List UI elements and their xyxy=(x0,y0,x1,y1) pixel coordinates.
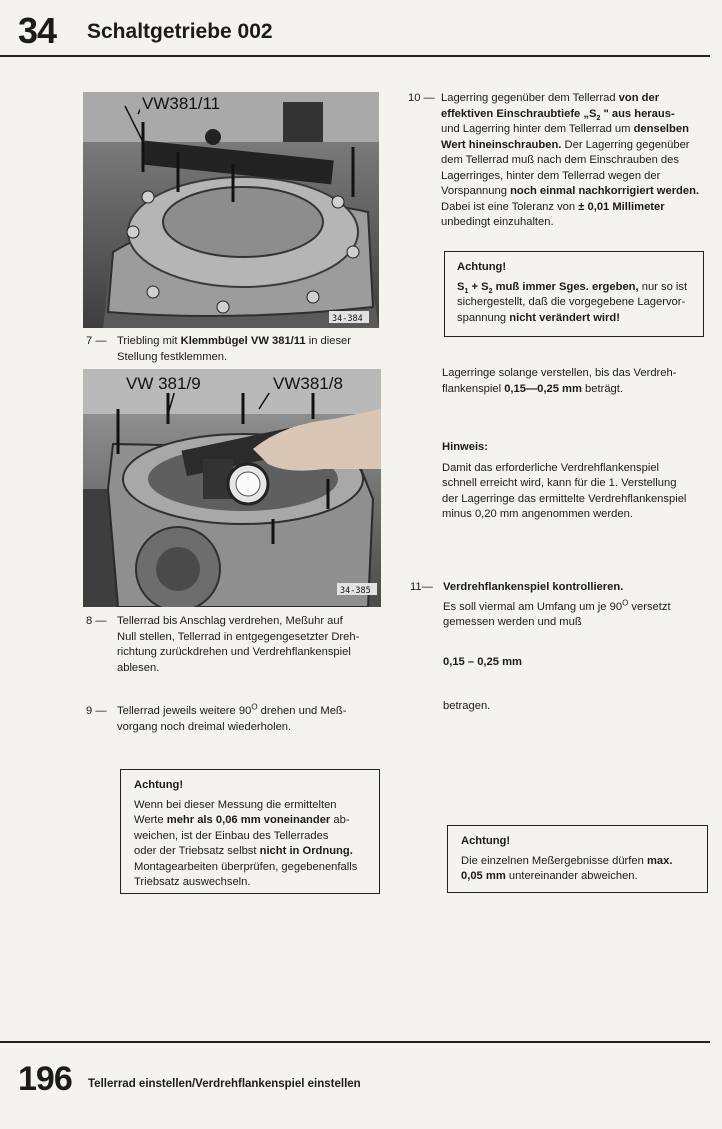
lagerringe-bold: 0,15—0,25 mm xyxy=(504,382,582,395)
warning-left-title: Achtung! xyxy=(134,779,184,791)
warning-s-line: sichergestellt, daß die vorgegebene Lagervor- xyxy=(457,296,686,308)
figure-2-label-right: VW381/8 xyxy=(273,374,343,393)
step-10-line: dem Tellerrad muß nach dem Einschrauben des xyxy=(441,154,679,166)
step-10-number: 10 — xyxy=(408,92,435,104)
step-10-line: Lagerringes, hinter dem Tellerrad wegen der xyxy=(441,169,661,182)
figure-2-photo xyxy=(83,369,381,607)
step-8-number: 8 — xyxy=(86,615,107,627)
step-10-text: Der Lagerring gegenüber xyxy=(561,138,690,151)
warning-right-text: Die einzelnen Meßergebnisse dürfen xyxy=(461,854,647,867)
step-11-text-b: versetzt xyxy=(628,600,671,613)
step-8-line: Tellerrad bis Anschlag verdrehen, Meßuhr auf xyxy=(117,615,343,627)
warning-box-right xyxy=(447,825,708,893)
step-10-bold: " aus heraus- xyxy=(600,107,675,120)
step-9-text-a: Tellerrad jeweils weitere 90 xyxy=(117,705,252,717)
step-11-text-a: Es soll viermal am Umfang um je 90 xyxy=(443,600,623,613)
step-11-value xyxy=(443,655,522,671)
warning-s-bold: nicht verändert wird! xyxy=(509,311,620,324)
figure-1-tag: 34-384 xyxy=(332,314,363,324)
warning-left-line xyxy=(134,813,374,829)
step-11-value-text: 0,15 – 0,25 mm xyxy=(443,656,522,668)
step-11-title: Verdrehflankenspiel kontrollieren. xyxy=(443,581,624,593)
warning-left-line xyxy=(134,844,374,860)
figure-1-label: VW381/11 xyxy=(142,94,221,113)
step-7-text-line2: Stellung festklemmen. xyxy=(117,350,228,363)
warning-left-line: Triebsatz auswechseln. xyxy=(134,876,251,888)
header-rule xyxy=(0,55,710,57)
step-9-text-line2: vorgang noch dreimal wiederholen. xyxy=(117,720,292,733)
step-10-line: unbedingt einzuhalten. xyxy=(441,216,554,228)
warning-s-bold: + S xyxy=(468,280,489,293)
lagerringe-text: flankenspiel xyxy=(442,382,505,395)
warning-box-left xyxy=(120,769,380,894)
warning-right-title: Achtung! xyxy=(461,835,511,847)
step-8-text xyxy=(117,614,392,676)
warning-left-bold: nicht in Ordnung. xyxy=(259,845,353,857)
step-11-after: betragen. xyxy=(443,700,491,712)
step-9-number: 9 — xyxy=(86,705,107,717)
step-8-line: ablesen. xyxy=(117,661,160,674)
footer-rule xyxy=(0,1041,710,1043)
degree-symbol: O xyxy=(622,597,629,607)
hinweis-line: schnell erreicht wird, kann für die 1. Verstellung xyxy=(442,477,677,489)
step-10-text: und Lagerring hinter dem Tellerrad um xyxy=(441,123,634,135)
figure-1-drawing xyxy=(83,92,379,328)
step-7-text-bold: Klemmbügel VW 381/11 xyxy=(180,335,306,347)
warning-s-text: nur so ist xyxy=(638,280,688,293)
hinweis-line: Damit das erforderliche Verdrehflankenspiel xyxy=(442,461,660,474)
subscript: 1 xyxy=(464,287,469,295)
warning-left-bold: mehr als 0,06 mm voneinander xyxy=(166,814,331,826)
warning-right-text: untereinander abweichen. xyxy=(505,870,638,882)
figure-2-drawing xyxy=(83,369,381,607)
step-10-bold: noch einmal nachkorrigiert werden. xyxy=(510,185,700,197)
chapter-number: 34 xyxy=(18,10,57,51)
lagerringe-text: beträgt. xyxy=(581,382,623,395)
step-8-line: richtung zurückdrehen und Verdrehflankenspiel xyxy=(117,646,351,658)
warning-s-bold: S xyxy=(457,280,465,293)
hinweis-line: der Lagerringe das ermittelte Verdrehflankenspiel xyxy=(442,492,687,505)
warning-s-title: Achtung! xyxy=(457,261,507,273)
chapter-title: Schaltgetriebe 002 xyxy=(87,20,273,43)
step-7-text-a: Triebling mit xyxy=(117,335,181,347)
warning-s-bold: muß immer Sges. ergeben, xyxy=(492,280,639,293)
step-10-bold: von der xyxy=(618,92,660,104)
page-number: 196 xyxy=(18,1060,72,1098)
warning-left-line: Montagearbeiten überprüfen, gegebenenfalls xyxy=(134,860,358,873)
warning-left-text: ab- xyxy=(330,814,350,826)
step-9-text-b: drehen und Meß- xyxy=(257,705,347,717)
figure-2-label-left: VW 381/9 xyxy=(126,374,201,393)
figure-2-tag: 34-385 xyxy=(340,586,371,596)
footer-title: Tellerrad einstellen/Verdrehflankenspiel einstellen xyxy=(88,1078,361,1090)
figure-1-photo xyxy=(83,92,379,328)
step-11-line: gemessen werden und muß xyxy=(443,616,582,628)
warning-s-text: spannung xyxy=(457,311,510,324)
hinweis-line: minus 0,20 mm angenommen werden. xyxy=(442,508,633,520)
warning-left-line: Wenn bei dieser Messung die ermittelten xyxy=(134,798,337,811)
warning-left-line: weichen, ist der Einbau des Tellerrades xyxy=(134,829,329,842)
step-9-text xyxy=(117,704,392,735)
step-7-text xyxy=(117,334,392,365)
step-7-text-b: in dieser xyxy=(305,335,352,347)
hinweis-title: Hinweis: xyxy=(442,441,489,453)
step-11-text xyxy=(443,580,718,631)
degree-symbol: O xyxy=(251,702,258,712)
step-10-text: Dabei ist eine Toleranz von xyxy=(441,200,579,213)
warning-right-bold: max. xyxy=(646,854,673,867)
warning-left-text: oder der Triebsatz selbst xyxy=(134,845,260,857)
step-10-bold: effektiven Einschraubtiefe „S xyxy=(441,107,597,120)
subscript: 2 xyxy=(488,287,493,295)
step-11-number: 11— xyxy=(410,581,433,593)
step-7-number: 7 — xyxy=(86,335,107,347)
step-10-text xyxy=(441,91,716,231)
warning-right-bold: 0,05 mm xyxy=(461,870,506,882)
step-10-text: Lagerring gegenüber dem Tellerrad xyxy=(441,92,619,104)
step-8-line: Null stellen, Tellerrad in entgegengesetzter Dreh- xyxy=(117,630,360,643)
hinweis-section xyxy=(442,440,717,523)
lagerringe-line: Lagerringe solange verstellen, bis das Verdreh- xyxy=(442,367,677,379)
step-10-bold: Wert hineinschrauben. xyxy=(441,138,562,151)
subscript: 2 xyxy=(596,114,601,122)
step-10-bold: ± 0,01 Millimeter xyxy=(578,200,665,213)
step-10-bold: denselben xyxy=(633,123,689,135)
warning-box-s xyxy=(444,251,704,337)
step-10-text: Vorspannung xyxy=(441,185,511,197)
lagerringe-paragraph xyxy=(442,366,712,397)
warning-left-text: Werte xyxy=(134,814,167,826)
